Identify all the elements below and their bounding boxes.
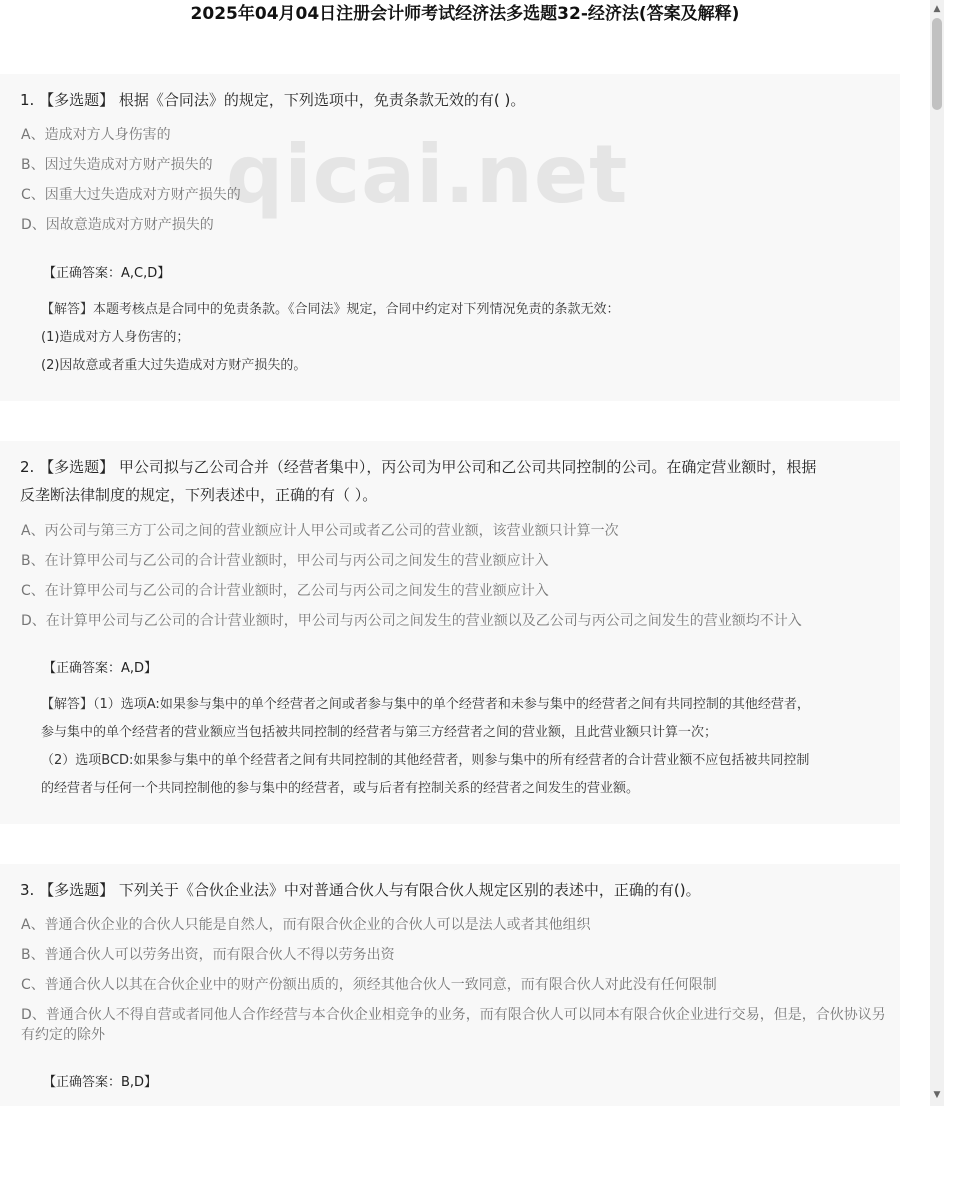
question-stem-line: 反垄断法律制度的规定，下列表述中，正确的有（ ）。: [20, 486, 378, 504]
option-b: B、在计算甲公司与乙公司的合计营业额时，甲公司与丙公司之间发生的营业额应计入: [21, 553, 549, 569]
question-stem: [20, 86, 884, 114]
option-d: D、因故意造成对方财产损失的: [21, 217, 214, 233]
explanation-line: (2)因故意或者重大过失造成对方财产损失的。: [41, 358, 307, 373]
vertical-scrollbar[interactable]: [930, 0, 944, 1106]
explanation-line: 参与集中的单个经营者的营业额应当包括被共同控制的经营者与第三方经营者之间的营业额，且此营业额只计算一次；: [41, 725, 718, 740]
scroll-up-icon[interactable]: ▲: [933, 4, 941, 14]
explanation: [41, 691, 881, 803]
question-type-tag: 【多选题】: [39, 881, 115, 899]
question-text: 下列关于《合伙企业法》中对普通合伙人与有限合伙人规定区别的表述中，正确的有()。: [118, 881, 701, 899]
question-stem: [20, 453, 884, 509]
option-a: A、丙公司与第三方丁公司之间的营业额应计人甲公司或者乙公司的营业额，该营业额只计算一次: [21, 523, 619, 539]
option-b: B、普通合伙人可以劳务出资，而有限合伙人不得以劳务出资: [21, 947, 395, 963]
scroll-down-icon[interactable]: ▼: [933, 1090, 941, 1100]
option-a: A、造成对方人身伤害的: [21, 127, 171, 143]
explanation: [41, 296, 881, 380]
question-type-tag: 【多选题】: [39, 91, 115, 109]
page-title: 2025年04月04日注册会计师考试经济法多选题32-经济法(答案及解释): [190, 4, 740, 24]
question-text: 根据《合同法》的规定，下列选项中，免责条款无效的有( )。: [118, 91, 526, 109]
question-stem: [20, 876, 884, 904]
explanation-line: (1)造成对方人身伤害的；: [41, 330, 190, 345]
correct-answer: 【正确答案：A,D】: [43, 661, 158, 676]
question-card: [0, 441, 900, 824]
question-stem-line: [20, 453, 884, 481]
option-c: C、在计算甲公司与乙公司的合计营业额时，乙公司与丙公司之间发生的营业额应计入: [21, 583, 549, 599]
explanation-line: 【解答】（1）选项A:如果参与集中的单个经营者之间或者参与集中的单个经营者和未参与集中的经营者之间有共同控制的其他经营者，: [41, 697, 810, 712]
option-d: D、在计算甲公司与乙公司的合计营业额时，甲公司与丙公司之间发生的营业额以及乙公司与丙公司之间发生的营业额均不计入: [21, 613, 802, 629]
explanation-line: （2）选项BCD:如果参与集中的单个经营者之间有共同控制的其他经营者，则参与集中的所有经营者的合计营业额不应包括被共同控制: [41, 753, 810, 768]
correct-answer: 【正确答案：B,D】: [43, 1075, 158, 1090]
question-type-tag: 【多选题】: [39, 458, 115, 476]
correct-answer: 【正确答案：A,C,D】: [43, 266, 171, 281]
option-c: C、因重大过失造成对方财产损失的: [21, 187, 241, 203]
question-number: 2.: [20, 458, 35, 476]
option-b: B、因过失造成对方财产损失的: [21, 157, 213, 173]
scrollbar-thumb[interactable]: [932, 18, 942, 110]
option-c: C、普通合伙人以其在合伙企业中的财产份额出质的，须经其他合伙人一致同意，而有限合伙人对此没有任何限制: [21, 977, 717, 993]
question-number: 1.: [20, 91, 35, 109]
question-text: 甲公司拟与乙公司合并（经营者集中），丙公司为甲公司和乙公司共同控制的公司。在确定营业额时，根据: [118, 458, 817, 476]
option-a: A、普通合伙企业的合伙人只能是自然人，而有限合伙企业的合伙人可以是法人或者其他组织: [21, 917, 591, 933]
option-d: D、普通合伙人不得自营或者同他人合作经营与本合伙企业相竞争的业务，而有限合伙人可以同本有限合伙企业进行交易，但是，合伙协议另有约定的除外: [21, 1007, 886, 1043]
question-card: [0, 74, 900, 401]
question-number: 3.: [20, 881, 35, 899]
explanation-line: 的经营者与任何一个共同控制他的参与集中的经营者，或与后者有控制关系的经营者之间发生的营业额。: [41, 781, 640, 796]
question-card: [0, 864, 900, 1106]
explanation-line: 【解答】本题考核点是合同中的免责条款。《合同法》规定，合同中约定对下列情况免责的条款无效：: [41, 302, 620, 317]
